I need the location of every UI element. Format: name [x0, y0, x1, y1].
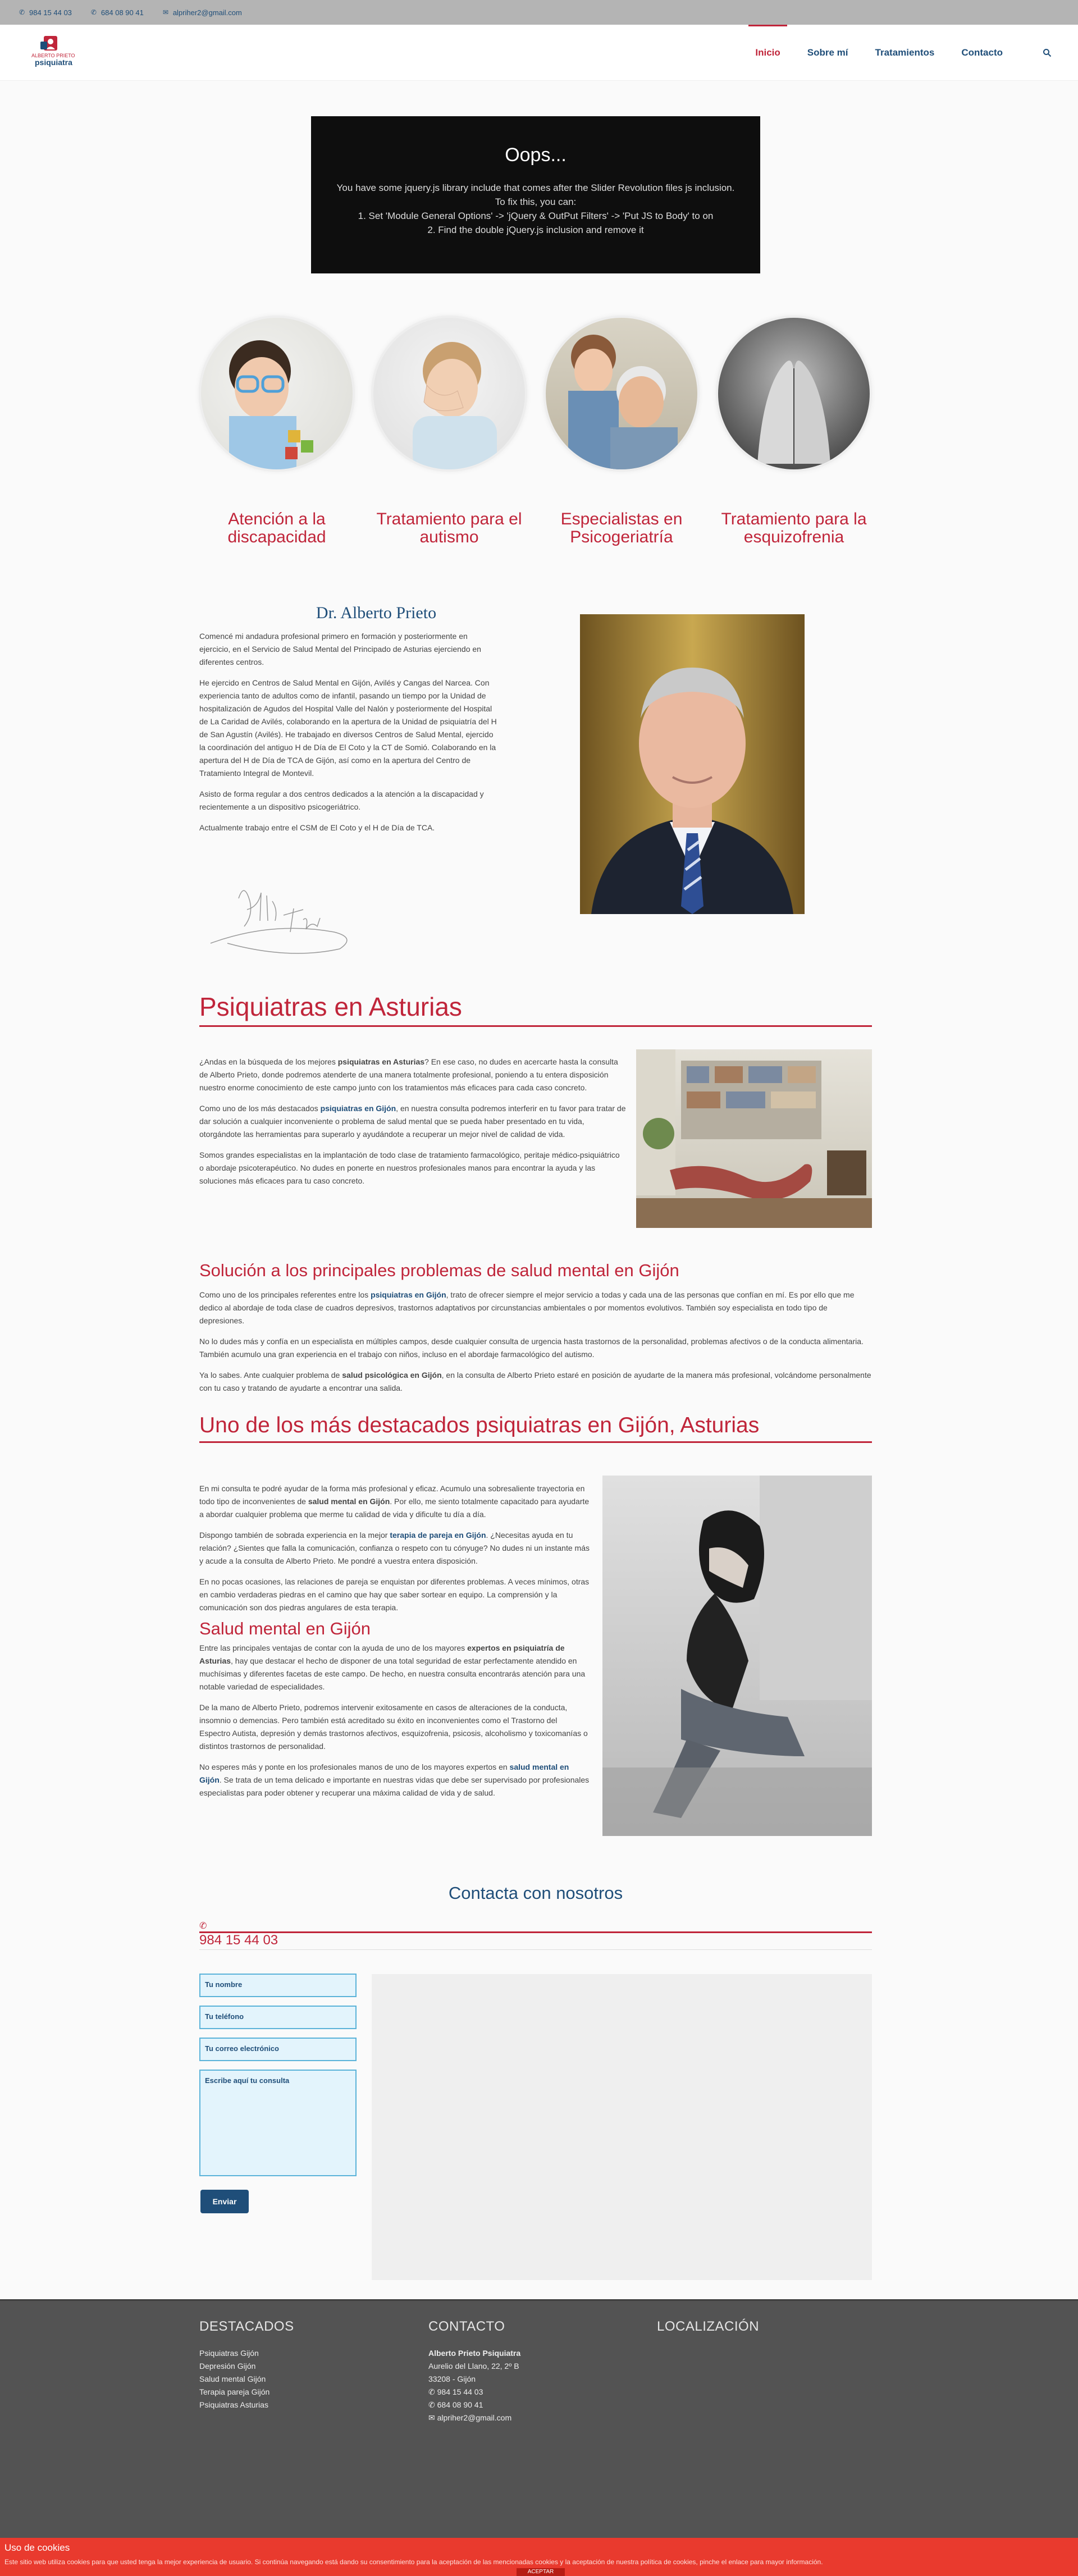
section-psiquiatras-asturias-heading: Psiquiatras en Asturias [199, 992, 872, 1027]
send-button[interactable]: Enviar [200, 2190, 249, 2213]
doctor-name: Dr. Alberto Prieto [316, 604, 437, 622]
site-footer [0, 2299, 1078, 2543]
service-image-discapacidad[interactable] [201, 318, 353, 469]
logo-line1: ALBERTO PRIETO [31, 53, 75, 58]
doctor-bio-p2: He ejercido en Centros de Salud Mental en Gijón, Avilés y Cangas del Narcea. Con experiencia tanto de adultos como de infantil, pasando un tiempo por la Unidad de hospitalización de Agudos del Hospital Valle del Nalón y posteriormente del Hospital de La Caridad de Avilés, colaborando en la apertura de la Unidad de psiquiatría del H de San Agustín (Avilés). He trabajado en diversos Centros de Salud Mental, ejercido la coordinación del antiguo H de Día de El Coto y la CT de Somió. Colaborando en la apertura del H de Día de TCA de Gijón, así como en la apertura del Centro de Tratamiento Integral de Montevil. [199, 678, 497, 778]
phone-icon: ✆ [428, 2387, 437, 2396]
slider-error-line4: 2. Find the double jQuery.js inclusion and remove it [427, 225, 644, 235]
doctor-bio [199, 630, 497, 842]
s3-p4: Entre las principales ventajas de contar con la ayuda de uno de los mayores expertos en psiquiatría de Asturias, hay que destacar el hecho de disponer de una total seguridad de estar perfectamente atendido en muchísimas y diferentes facetas de este campo. De hecho, en nuestra consulta encontrarás atención para una notable variedad de especialidades. [199, 1643, 586, 1691]
s2-p1: Como uno de los principales referentes entre los psiquiatras en Gijón, trato de ofrecer siempre el mejor servicio a todas y cada una de las personas que confían en mí. Es por ello que me dedico al abordaje de toda clase de cuadros depresivos, trastornos adaptativos por circunstancias ambientales o por momentos evolutivos. También soy especialista en todo tipo de depresiones. [199, 1290, 855, 1325]
slider-error-box [311, 116, 760, 273]
cookie-text: Este sitio web utiliza cookies para que usted tenga la mejor experiencia de usuario. Si continúa navegando está dando su consentimiento para la aceptación de las mencionadas cookies y la aceptación de nuestra política de cookies, pinche el enlace para mayor información. [4, 2558, 823, 2566]
section-destacados-text [199, 1482, 590, 1807]
s1-p1: ¿Andas en la búsqueda de los mejores psiquiatras en Asturias? En ese caso, no dudes en acercarte hasta la consulta de Alberto Prieto, donde podremos atenderte de una manera totalmente profesional, poniendo a tu entera disposición nuestro enorme conocimiento de este campo junto con los tratamientos más eficaces para cada caso concreto. [199, 1057, 618, 1092]
contact-phone[interactable]: 984 15 44 03 [199, 1933, 872, 1950]
mail-icon: ✉ [162, 8, 168, 16]
doctor-signature [205, 876, 362, 960]
message-textarea[interactable]: Escribe aquí tu consulta [199, 2070, 357, 2176]
footer-email[interactable]: ✉ alpriher2@gmail.com [428, 2413, 512, 2422]
section-solucion-text [199, 1289, 872, 1403]
salud-mental-subheading: Salud mental en Gijón [199, 1619, 371, 1638]
slider-error-line3: 1. Set 'Module General Options' -> 'jQuery & OutPut Filters' -> 'Put JS to Body' to on [358, 211, 714, 221]
footer-link[interactable]: Depresión Gijón [199, 2362, 256, 2371]
top-contact-bar [0, 0, 1078, 25]
phone-icon: ✆ [90, 8, 97, 16]
phone-icon: ✆ [428, 2400, 437, 2409]
footer-localizacion [657, 2319, 759, 2347]
s3-p2: Dispongo también de sobrada experiencia en la mejor terapia de pareja en Gijón. ¿Necesitas ayuda en tu relación? ¿Sientes que falla la comunicación, confianza o respeto con tu cónyuge? No dudes ni un instante más y acude a la consulta de Alberto Prieto. Me pondré a vuestra entera disposición. [199, 1531, 590, 1565]
cookie-banner [0, 2538, 1078, 2576]
topbar-phone2[interactable]: ✆ 684 08 90 41 [90, 8, 144, 17]
footer-phone1[interactable]: ✆ 984 15 44 03 [428, 2387, 483, 2396]
logo-line2: psiquiatra [35, 58, 72, 67]
contact-title: Contacta con nosotros [448, 1883, 623, 1903]
phone-icon: ✆ [19, 8, 25, 16]
section-solucion-heading: Solución a los principales problemas de salud mental en Gijón [199, 1260, 679, 1280]
footer-contacto-title: CONTACTO [428, 2319, 505, 2334]
mail-icon: ✉ [428, 2413, 437, 2422]
s1-p2: Como uno de los más destacados psiquiatras en Gijón, en nuestra consulta podremos interferir en tu favor para tratar de dar solución a cualquier inconveniente o problema de salud mental que se pueda haber presentado en tu vida, otorgándote las herramientas para superarlo y ayudándote a recuperar un mejor nivel de calidad de vida. [199, 1104, 626, 1139]
link-psiquiatras-gijon[interactable]: psiquiatras en Gijón [320, 1104, 396, 1113]
slider-error-title: Oops... [505, 144, 567, 166]
footer-phone2[interactable]: ✆ 684 08 90 41 [428, 2400, 483, 2409]
service-title-esquizofrenia[interactable]: Tratamiento para la esquizofrenia [721, 510, 867, 546]
s3-p1: En mi consulta te podré ayudar de la forma más profesional y eficaz. Acumulo una sobresaliente trayectoria en todo tipo de inconvenientes de salud mental en Gijón. Por ello, me siento totalmente capacitado para ayudarte a abordar cualquier problema que merme tu calidad de vida y dificulte tu día a día. [199, 1484, 590, 1519]
s1-p3: Somos grandes especialistas en la implantación de todo clase de tratamiento farmacológico, peritaje médico-psiquiátrico o abordaje psicoterapéutico. No dudes en ponerte en nuestros profesionales manos para encontrar la ayuda y las soluciones más eficaces para tu caso concreto. [199, 1150, 620, 1185]
s3-p5: De la mano de Alberto Prieto, podremos intervenir exitosamente en casos de alteraciones de la conducta, insomnio o demencias. Pero también está acreditado su éxito en inconvenientes como el Trastorno del Espectro Autista, depresión y demás trastornos afectivos, esquizofrenia, psicosis, alcoholismo y toxicomanías o distintos trastornos de personalidad. [199, 1703, 588, 1751]
topbar-email[interactable]: ✉ alpriher2@gmail.com [162, 8, 242, 17]
footer-destacados [199, 2319, 294, 2411]
nav-sobre-mi[interactable]: Sobre mí [807, 47, 848, 58]
nav-tratamientos[interactable]: Tratamientos [875, 47, 935, 58]
footer-destacados-title: DESTACADOS [199, 2319, 294, 2334]
contact-divider [199, 1920, 872, 1933]
footer-business-name: Alberto Prieto Psiquiatra [428, 2349, 521, 2358]
cookie-title: Uso de cookies [4, 2542, 70, 2553]
nav-inicio[interactable]: Inicio [744, 25, 791, 81]
s3-p3: En no pocas ocasiones, las relaciones de pareja se enquistan por diferentes problemas. A veces mínimos, otras en cambio verdaderas piedras en el camino que hay que saber sortear en equipo. La comprensión y la comunicación son dos piedras angulares de esta terapia. [199, 1577, 590, 1612]
s2-p2: No lo dudes más y confía en un especialista en múltiples campos, desde cualquier consulta de urgencia hasta trastornos de la personalidad, problemas afectivos o de la conducta alimentaria. También acumulo una gran experiencia en el trabajo con niños, incluso en el abordaje farmacológico del autismo. [199, 1337, 864, 1359]
doctor-bio-p1: Comencé mi andadura profesional primero en formación y posteriormente en ejercicio, en el Servicio de Salud Mental del Principado de Asturias ejerciendo en diferentes centros. [199, 632, 481, 666]
email-input[interactable]: Tu correo electrónico [199, 2038, 357, 2061]
service-image-autismo[interactable] [373, 318, 525, 469]
link-salud-mental-gijon[interactable]: salud mental en Gijón [199, 1762, 569, 1784]
service-image-psicogeriatria[interactable] [546, 318, 697, 469]
s2-p3: Ya lo sabes. Ante cualquier problema de salud psicológica en Gijón, en la consulta de Alberto Prieto estaré en posición de ayudarte de la manera más profesional, volcándome personalmente con tu caso y tratando de ayudarte a encontrar una salida. [199, 1371, 871, 1392]
link-psiquiatras-en-gijon[interactable]: psiquiatras en Gijón [371, 1290, 446, 1299]
footer-address2: 33208 - Gijón [428, 2374, 476, 2383]
footer-address1: Aurelio del Llano, 22, 2º B [428, 2362, 519, 2371]
topbar-phone1[interactable]: ✆ 984 15 44 03 [19, 8, 72, 17]
footer-localizacion-title: LOCALIZACIÓN [657, 2319, 760, 2334]
service-title-psicogeriatria[interactable]: Especialistas en Psicogeriatría [560, 510, 683, 546]
doctor-photo [580, 614, 805, 914]
nav-contacto[interactable]: Contacto [961, 47, 1003, 58]
footer-link[interactable]: Psiquiatras Asturias [199, 2400, 268, 2409]
footer-link[interactable]: Salud mental Gijón [199, 2374, 266, 2383]
doctor-bio-p4: Actualmente trabajo entre el CSM de El Coto y el H de Día de TCA. [199, 823, 435, 832]
footer-link[interactable]: Terapia pareja Gijón [199, 2387, 270, 2396]
service-image-esquizofrenia[interactable] [718, 318, 870, 469]
section-psiquiatras-asturias-text [199, 1056, 626, 1195]
s3-p6: No esperes más y ponte en los profesionales manos de uno de los mayores expertos en salud mental en Gijón. Se trata de un tema delicado e importante en nuestras vidas que debe ser supervisado por profesionales especialistas para poder obtener y recuperar una máxima calidad de vida y de salud. [199, 1762, 590, 1797]
footer-link[interactable]: Psiquiatras Gijón [199, 2349, 259, 2358]
sad-woman-photo [602, 1476, 872, 1836]
site-logo[interactable] [29, 35, 80, 72]
service-title-autismo[interactable]: Tratamiento para el autismo [376, 510, 522, 546]
doctor-bio-p3: Asisto de forma regular a dos centros dedicados a la atención a la discapacidad y recientemente a un dispositivo psicogeriátrico. [199, 789, 484, 811]
section-destacados-heading: Uno de los más destacados psiquiatras en Gijón, Asturias [199, 1413, 872, 1443]
phone-input[interactable]: Tu teléfono [199, 2006, 357, 2029]
map-embed[interactable] [372, 1974, 872, 2280]
consultation-room-photo [636, 1049, 872, 1228]
search-icon[interactable] [1016, 25, 1078, 81]
site-header [0, 25, 1078, 81]
link-terapia-pareja[interactable]: terapia de pareja en Gijón [390, 1531, 486, 1540]
main-nav [742, 25, 1078, 81]
name-input[interactable]: Tu nombre [199, 1974, 357, 1997]
slider-error-line2: To fix this, you can: [495, 197, 577, 207]
cookie-accept-button[interactable]: ACEPTAR [517, 2568, 565, 2576]
footer-contacto [428, 2319, 520, 2424]
service-title-discapacidad[interactable]: Atención a la discapacidad [227, 510, 326, 546]
phone-icon: ✆ [199, 1921, 207, 1931]
slider-error-line1: You have some jquery.js library include that comes after the Slider Revolution files js inclusion. [336, 182, 735, 193]
